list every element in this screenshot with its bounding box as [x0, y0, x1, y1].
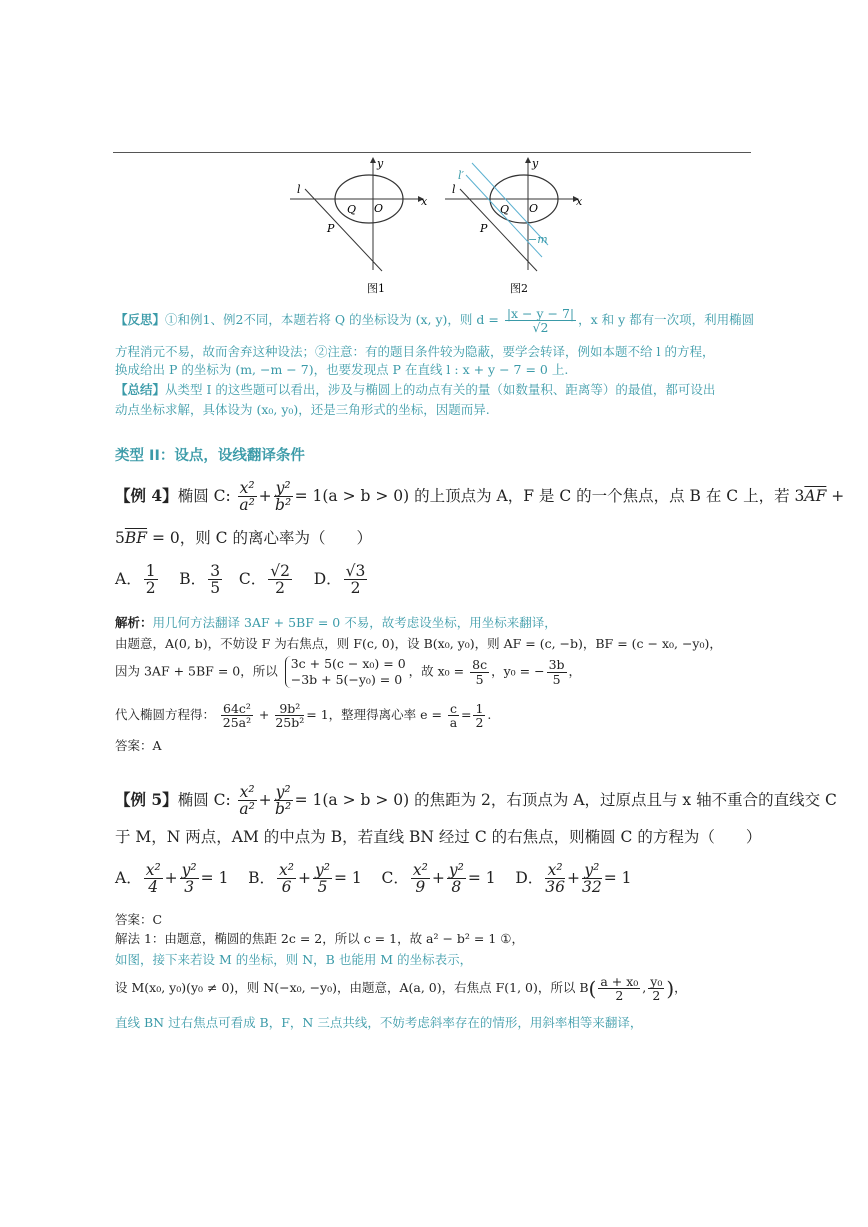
frac-num: x² [279, 861, 295, 879]
equation-system [285, 656, 406, 688]
equals-one: = 1 [603, 868, 632, 887]
reflect-line-1 [115, 307, 754, 334]
frac [277, 862, 296, 896]
frac-den: √2 [532, 320, 549, 336]
option-label: C． [238, 569, 267, 588]
fig2-lprime-label: l′ [458, 169, 465, 182]
section-title: 类型 II：设点，设线翻译条件 [115, 448, 305, 464]
frac [473, 702, 485, 729]
frac-num: x² [545, 862, 565, 879]
frac [411, 862, 430, 896]
ex4-options [115, 563, 369, 597]
ex5-text: 椭圆 C: [177, 790, 231, 809]
ex4-line-1 [115, 480, 844, 514]
fig2-y-label: y [532, 157, 539, 170]
sol5-line-1: 解法 1：由题意，椭圆的焦距 2c = 2，所以 c = 1，故 a² − b² = 1 ①， [115, 931, 524, 946]
frac-den: 6 [281, 878, 292, 897]
fig2-caption: 图2 [510, 282, 528, 295]
reflect-text: ，x 和 y 都有一次项，利用椭圆 [578, 312, 755, 328]
frac-den: a [449, 715, 458, 731]
equals-one: = 1 [467, 868, 496, 887]
sol5-answer: 答案：C [115, 912, 163, 927]
reflect-text: ①和例1、例2不同，本题若将 Q 的坐标设为 (x, y)，则 d = [165, 312, 499, 328]
ex5-tag: 【例 5】 [115, 789, 178, 809]
frac-den: 2 [652, 988, 661, 1004]
frac-den: b² [275, 800, 292, 819]
fig1-q-label: Q [347, 203, 357, 216]
frac-num: 64c² [223, 701, 251, 716]
summary-line-2: 动点坐标求解，具体设为 (x₀, y₀)，还是三角形式的坐标，因题而异. [115, 402, 490, 417]
ex5-options [115, 862, 632, 896]
fig2-p-label: P [480, 222, 488, 235]
ex4-tag: 【例 4】 [115, 485, 178, 505]
plus: + [258, 486, 272, 505]
frac-num: a + x₀ [600, 974, 639, 989]
vector-af: $\overline{AF}$ [804, 486, 827, 505]
frac [208, 563, 222, 597]
frac-num: c [449, 701, 457, 716]
reflect-tag: 【反思】 [115, 312, 166, 328]
sol4-text: = 1，整理得离心率 e = [306, 707, 442, 723]
sol4-line-3 [115, 656, 581, 688]
frac-num: x² [239, 479, 255, 497]
fig1-y-label: y [377, 157, 384, 170]
frac [180, 862, 199, 896]
system-eq-1: 3c + 5(c − x₀) = 0 [290, 656, 406, 671]
sol4-text: 代入椭圆方程得： [115, 707, 216, 723]
option-b[interactable] [179, 562, 224, 598]
frac-den: 2 [145, 579, 156, 598]
frac-den: 5 [552, 671, 561, 687]
frac-num: y² [315, 861, 330, 879]
frac-den: 3 [184, 878, 195, 897]
sol5-line-3: 设 M(x₀, y₀)(y₀ ≠ 0)，则 N(−x₀, −y₀)，由题意，A(a, 0)，右焦点 F(1, 0)，所以 B( $\frac{\text{a + x₀}}{2}$ , $\frac{\text{y₀}}{2}$ )， [115, 974, 687, 1004]
header-rule [113, 152, 751, 153]
frac-den: a² [239, 800, 255, 819]
ex4-line-2 [115, 527, 372, 549]
frac-den: 8 [451, 878, 462, 897]
equals-one: = 1 [200, 868, 229, 887]
ex5-text: = 1(a > b > 0) 的焦距为 2，右顶点为 A，过原点且与 x 轴不重合的直线交 C [294, 790, 837, 809]
option-d[interactable]: D． $\frac{\text{x²}}{36}$ + $\frac{\text{y²}}{32}$ = 1 [515, 861, 632, 897]
fig2-o-label: O [529, 202, 539, 215]
frac-den: 2 [615, 988, 624, 1004]
fig2-m-label: −m [528, 233, 548, 246]
fig1-x-label: x [421, 195, 428, 208]
frac [268, 563, 292, 597]
frac [448, 702, 459, 729]
frac-den: 5 [475, 671, 484, 687]
frac-num: y² [275, 479, 291, 497]
frac-num: √2 [270, 562, 290, 580]
frac-num: √3 [345, 562, 366, 580]
ex4-text: 5 [115, 529, 125, 547]
option-label: A． [115, 868, 142, 887]
sol4-text: . [487, 707, 492, 723]
ex4-text: = 0，则 C 的离心率为（ ） [147, 529, 372, 547]
summary-line-1 [115, 381, 715, 399]
sol5-line-4: 直线 BN 过右焦点可看成 B，F，N 三点共线，不妨考虑斜率存在的情形，用斜率相等来翻译， [115, 1015, 643, 1030]
sol4-text: = [460, 707, 472, 723]
ex4-text: + [826, 486, 845, 505]
option-b[interactable]: B． $\frac{\text{x²}}{6}$ + $\frac{\text{y²}}{5}$ = 1 [248, 861, 362, 897]
frac-num: x² [145, 861, 161, 879]
frac [344, 563, 368, 597]
frac-num: x² [239, 783, 255, 801]
frac-den: 5 [210, 579, 221, 598]
fig1-l-label: l [297, 183, 301, 196]
frac-num: y² [448, 861, 464, 879]
frac-num: y² [181, 861, 197, 879]
ex4-text: = 1(a > b > 0) 的上顶点为 A，F 是 C 的一个焦点，点 B 在 C 上，若 3 [294, 486, 805, 505]
summary-text: 从类型 I 的这些题可以看出，涉及与椭圆上的动点有关的量（如数量积、距离等）的最值，都可设出 [165, 382, 716, 397]
frac-num: 1 [475, 701, 484, 716]
frac [221, 702, 253, 729]
frac [238, 480, 257, 514]
system-eq-2: −3b + 5(−y₀) = 0 [290, 672, 403, 687]
frac-den: 4 [148, 878, 159, 897]
frac [313, 862, 332, 896]
frac [470, 658, 489, 685]
frac [447, 862, 466, 896]
fig1-o-label: O [374, 202, 384, 215]
option-a[interactable]: A． $\frac{\text{x²}}{4}$ + $\frac{\text{y²}}{3}$ = 1 [115, 861, 229, 897]
frac [144, 862, 163, 896]
frac-num: x² [412, 861, 428, 879]
frac [598, 975, 640, 1002]
frac-num: y₀ [650, 974, 663, 989]
frac [238, 784, 257, 818]
option-label: D． [313, 569, 342, 588]
frac-den: b² [275, 496, 292, 515]
frac-den: a² [239, 496, 255, 515]
sol4-text: ， [568, 663, 582, 679]
figure-2 [440, 155, 585, 297]
fig1-caption: 图1 [367, 282, 385, 295]
frac-den: 5 [317, 878, 328, 897]
sol4-answer: 答案：A [115, 738, 162, 753]
option-c[interactable] [238, 562, 294, 598]
frac-den: 9 [415, 878, 426, 897]
sol4-text: 因为 3AF + 5BF = 0，所以 [115, 663, 278, 679]
option-a[interactable] [115, 562, 160, 598]
option-c[interactable]: C． $\frac{\text{x²}}{9}$ + $\frac{\text{y²}}{8}$ = 1 [381, 861, 496, 897]
fig2-q-label: Q [500, 203, 510, 216]
sol4-line-2: 由题意，A(0, b)，不妨设 F 为右焦点，则 F(c, 0)，设 B(x₀, y₀)，则 AF = (c, −b)，BF = (c − x₀, −y₀)， [115, 636, 722, 651]
summary-tag: 【总结】 [115, 382, 166, 397]
frac [547, 658, 567, 685]
sol4-text: ，y₀ = − [491, 663, 545, 679]
frac-num: 8c [472, 657, 488, 673]
fig2-x-label: x [576, 195, 583, 208]
frac-den: 2 [475, 715, 484, 731]
sol5-line-2: 如图，接下来若设 M 的坐标，则 N，B 也能用 M 的坐标表示， [115, 952, 473, 967]
frac-den: 32 [582, 878, 602, 897]
distance-fraction [505, 307, 576, 334]
frac-num: y² [582, 862, 602, 879]
frac [274, 480, 293, 514]
sol4-tag: 解析： [115, 615, 153, 630]
frac-num: 3 [210, 562, 221, 580]
reflect-line-2: 方程消元不易，故而舍弃这种设法；②注意：有的题目条件较为隐蔽，要学会转译，例如本题不给 l 的方程， [115, 344, 715, 359]
sol4-text: ，故 x₀ = [408, 663, 465, 679]
ex4-text: 椭圆 C: [177, 486, 231, 505]
frac-num: y² [275, 783, 291, 801]
sol4-text: 用几何方法翻译 3AF + 5BF = 0 不易，故考虑设坐标，用坐标来翻译， [152, 615, 557, 630]
frac-num: 1 [145, 562, 156, 580]
option-label: B． [248, 868, 276, 887]
frac-den: 2 [275, 579, 286, 598]
plus: + [258, 790, 272, 809]
reflect-line-3: 换成给出 P 的坐标为 (m, −m − 7)，也要发现点 P 在直线 l : x + y − 7 = 0 上. [115, 362, 569, 377]
ex5-line-1 [115, 784, 837, 818]
sol4-line-1 [115, 614, 557, 632]
frac [545, 862, 565, 896]
fig2-l-label: l [452, 183, 456, 196]
sol4-line-4: 代入椭圆方程得： $\frac{\text{64c²}}{\text{25a²}}$ + $\frac{\text{9b²}}{\text{25b²}}$ = 1，整理得离心率 e = $\frac{c}{a}$ = $\frac{1}{2}$ . [115, 701, 492, 731]
frac-num: 9b² [275, 702, 304, 716]
frac-num: |x − y − 7| [506, 306, 575, 321]
frac-den: 25a² [222, 715, 252, 731]
frac-den: 25b² [275, 715, 305, 731]
frac-den: 36 [545, 878, 565, 897]
option-label: B． [179, 569, 207, 588]
frac [275, 702, 304, 729]
vector-bf: $\overline{BF}$ [124, 529, 148, 547]
option-d[interactable] [313, 562, 370, 598]
option-label: C． [381, 868, 409, 887]
fig1-p-label: P [327, 222, 335, 235]
sol5-text: 设 M(x₀, y₀)(y₀ ≠ 0)，则 N(−x₀, −y₀)，由题意，A(a, 0)，右焦点 F(1, 0)，所以 B [115, 980, 589, 996]
figure-1 [285, 155, 430, 297]
option-label: D． [515, 868, 544, 887]
frac [144, 563, 158, 597]
frac [274, 784, 293, 818]
equals-one: = 1 [334, 868, 362, 887]
frac [582, 862, 602, 896]
frac-den: 2 [350, 579, 361, 598]
frac [648, 975, 664, 1002]
ex5-line-2: 于 M，N 两点，AM 的中点为 B，若直线 BN 经过 C 的右焦点，则椭圆 C 的方程为（ ） [115, 828, 762, 846]
option-label: A． [115, 569, 142, 588]
frac-num: 3b [548, 657, 565, 673]
